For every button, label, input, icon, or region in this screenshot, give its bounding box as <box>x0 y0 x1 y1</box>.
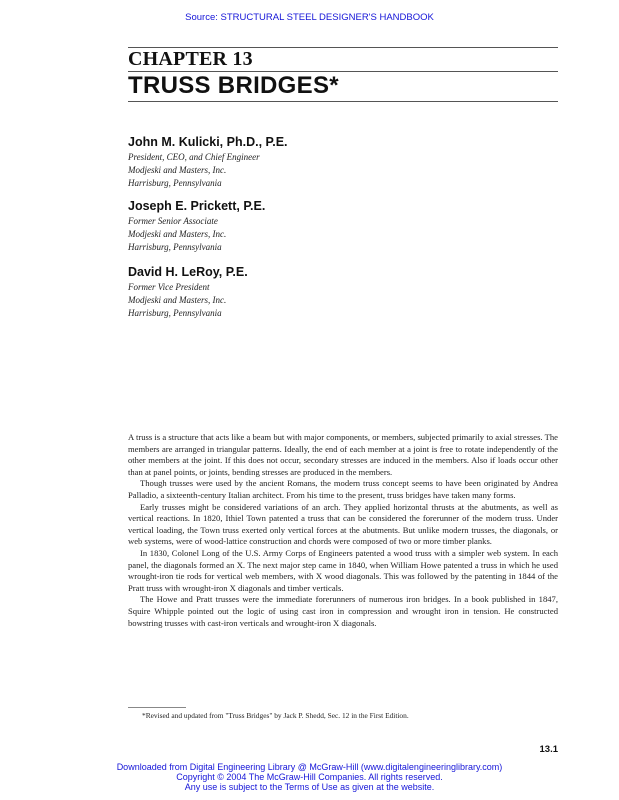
author-position: President, CEO, and Chief Engineer <box>128 152 260 162</box>
author-block <box>128 199 265 254</box>
author-name: Joseph E. Prickett, P.E. <box>128 199 266 213</box>
page-title: TRUSS BRIDGES* <box>128 72 339 99</box>
download-link[interactable]: Downloaded from Digital Engineering Library @ McGraw-Hill (www.digitalengineeringlibrary.com) <box>116 762 503 772</box>
footnote: *Revised and updated from "Truss Bridges" by Jack P. Shedd, Sec. 12 in the First Edition. <box>142 711 409 720</box>
footnote-rule <box>128 707 186 708</box>
author-location: Harrisburg, Pennsylvania <box>128 178 222 188</box>
copyright-notice: Copyright © 2004 The McGraw-Hill Companies. All rights reserved. <box>176 772 443 782</box>
author-location: Harrisburg, Pennsylvania <box>128 308 222 318</box>
terms-of-use-link[interactable]: Any use is subject to the Terms of Use as given at the website. <box>184 782 435 792</box>
paragraph: In 1830, Colonel Long of the U.S. Army Corps of Engineers patented a wood truss with a simpler web system. In each panel, the diagonals formed an X. The next major step came in 1840, when William Howe patented a truss in which he used wrought-iron tie rods for vertical web members, with X wood diagonals. This was followed by the patenting in 1844 of the Pratt truss with wrought-iron X diagonals and timber verticals. <box>128 547 558 593</box>
author-position: Former Senior Associate <box>128 216 218 226</box>
author-block <box>128 135 288 190</box>
title-rule <box>128 101 558 102</box>
author-block <box>128 265 248 320</box>
paragraph: Though trusses were used by the ancient Romans, the modern truss concept seems to have been originated by Andrea Palladio, a sixteenth-century Italian architect. From his time to the present, truss bridges have taken many forms. <box>128 478 558 500</box>
body-text <box>128 432 558 629</box>
author-name: John M. Kulicki, Ph.D., P.E. <box>128 135 288 149</box>
paragraph: A truss is a structure that acts like a beam but with major components, or members, subjected primarily to axial stresses. The members are arranged in triangular patterns. Ideally, the end of each member at a joint is free to rotate independently of the other members at the joint. If this does not occur, secondary stresses are induced in the members. Also if loads occur other than at panel points, or joints, bending stresses are produced in the members. <box>128 432 558 477</box>
chapter-label: CHAPTER 13 <box>128 48 253 70</box>
page-number: 13.1 <box>539 744 558 755</box>
source-link[interactable]: Source: STRUCTURAL STEEL DESIGNER'S HANDBOOK <box>185 12 434 23</box>
author-name: David H. LeRoy, P.E. <box>128 265 248 279</box>
author-company: Modjeski and Masters, Inc. <box>128 295 227 305</box>
paragraph: Early trusses might be considered variations of an arch. They applied horizontal thrusts at the abutments, as well as vertical reactions. In 1820, Ithiel Town patented a truss that can be considered the forerunner of the modern truss. Under vertical loading, the Town truss exerted only vertical forces at the abutments. But unlike modern trusses, the diagonals, or web systems, were of wood-lattice construction and chords were composed of two or more timber planks. <box>128 501 558 547</box>
paragraph: The Howe and Pratt trusses were the immediate forerunners of numerous iron bridges. In a book published in 1847, Squire Whipple pointed out the logic of using cast iron in compression and wrought iron in tension. He constructed bowstring trusses with cast-iron verticals and wrought-iron X diagonals. <box>128 594 558 628</box>
author-company: Modjeski and Masters, Inc. <box>128 165 227 175</box>
author-position: Former Vice President <box>128 282 210 292</box>
author-location: Harrisburg, Pennsylvania <box>128 242 222 252</box>
author-company: Modjeski and Masters, Inc. <box>128 229 227 239</box>
